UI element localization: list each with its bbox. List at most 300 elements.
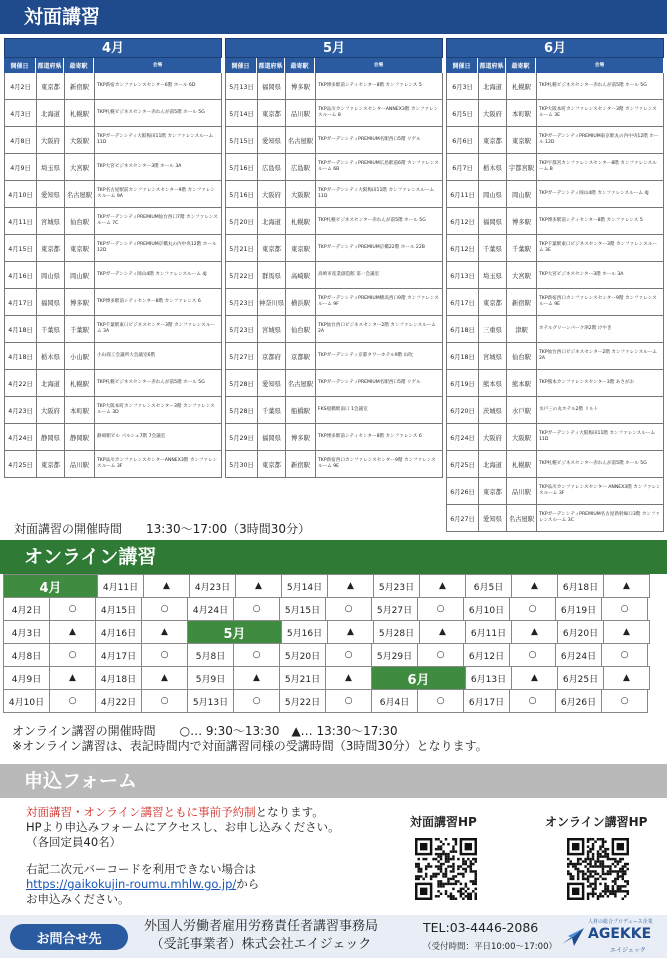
venue-cell: TKPガーデンシティPREMIUM横浜西口9階 カンファレンスルーム 9F: [316, 289, 443, 315]
table-row: [447, 100, 664, 127]
table-row: [447, 397, 664, 424]
date-cell: 6月26日: [447, 478, 479, 504]
date-cell: 4月16日: [5, 262, 37, 288]
date-cell: 6月3日: [447, 73, 479, 99]
venue-cell: TKP札幌ビジネスセンター赤れんが前5階 ホール 5G: [95, 100, 222, 126]
station-cell: 船橋駅: [286, 397, 316, 423]
date-cell: 5月15日: [226, 127, 258, 153]
station-cell: 宇都宮駅: [507, 154, 537, 180]
station-cell: 東京駅: [65, 235, 95, 261]
venue-cell: TKPガーデンシティ岡山4階 カンファレンスルーム 4J: [537, 181, 664, 207]
venue-cell: TKP仙台西口ビジネスセンター2階 カンファレンスルーム 2A: [316, 316, 443, 342]
prefecture-cell: 三重県: [479, 316, 507, 342]
online-date-cell: 6月11日: [465, 620, 512, 644]
prefecture-cell: 北海道: [479, 451, 507, 477]
date-cell: 6月12日: [447, 208, 479, 234]
station-cell: 岡山駅: [507, 181, 537, 207]
online-time-note: オンライン講習の開催時間 ○… 9:30～13:30 ▲… 13:30～17:30: [12, 724, 398, 738]
station-cell: 高崎駅: [286, 262, 316, 288]
column-header: 開催日: [446, 58, 478, 73]
venue-cell: TKP大宮ビジネスセンター3階 ホール 3A: [537, 262, 664, 288]
date-cell: 6月12日: [447, 235, 479, 261]
online-session-symbol: ▲: [49, 620, 96, 644]
logo-subtext: エイジェック: [610, 947, 646, 954]
prefecture-cell: 東京都: [479, 127, 507, 153]
date-cell: 5月16日: [226, 154, 258, 180]
table-row: [5, 397, 222, 424]
date-cell: 6月11日: [447, 181, 479, 207]
online-date-cell: 5月27日: [371, 597, 418, 621]
station-cell: 札幌駅: [65, 100, 95, 126]
table-row: [226, 73, 443, 100]
prefecture-cell: 東京都: [37, 73, 65, 99]
table-row: [226, 316, 443, 343]
online-session-symbol: ○: [141, 643, 188, 667]
online-date-cell: 4月3日: [3, 620, 50, 644]
logo-tagline: 人材の総合プロデュース企業: [588, 919, 653, 925]
table-row: [226, 289, 443, 316]
venue-cell: 小山商工会議所大会議室6階: [95, 343, 222, 369]
venue-cell: TKP札幌ビジネスセンター赤れんが前5階 ホール 5G: [316, 208, 443, 234]
date-cell: 4月15日: [5, 235, 37, 261]
online-date-cell: 4月15日: [95, 597, 142, 621]
prefecture-cell: 大阪府: [479, 100, 507, 126]
table-row: [447, 370, 664, 397]
prefecture-cell: 大阪府: [37, 397, 65, 423]
station-cell: 博多駅: [286, 424, 316, 450]
online-date-cell: 5月9日: [187, 666, 234, 690]
online-date-cell: 6月20日: [557, 620, 604, 644]
online-session-symbol: ○: [417, 597, 464, 621]
online-month-label: 5月: [187, 620, 282, 644]
prefecture-cell: 東京都: [37, 451, 65, 477]
prefecture-cell: 福岡県: [479, 208, 507, 234]
table-row: [447, 154, 664, 181]
prefecture-cell: 宮城県: [258, 316, 286, 342]
column-header: 最寄駅: [285, 58, 315, 73]
online-date-cell: 4月16日: [95, 620, 142, 644]
table-row: [5, 343, 222, 370]
online-row: [4, 621, 663, 644]
date-cell: 5月30日: [226, 451, 258, 477]
station-cell: 本町駅: [507, 100, 537, 126]
station-cell: 京都駅: [286, 343, 316, 369]
column-header: 都道府県: [36, 58, 64, 73]
online-notes: [12, 724, 488, 754]
date-cell: 4月23日: [5, 397, 37, 423]
online-date-cell: 5月8日: [187, 643, 234, 667]
online-session-symbol: ○: [49, 643, 96, 667]
prefecture-cell: 愛知県: [258, 127, 286, 153]
venue-cell: TKPガーデンシティPREMIUM京橋丸の内中央12階 ホール 12D: [95, 235, 222, 261]
venue-cell: 静岡駅ビル パルシェ7階 7会議室: [95, 424, 222, 450]
venue-cell: TKPガーデンシティPREMIUM仙台西口7階 カンファレンスルーム 7C: [95, 208, 222, 234]
date-cell: 6月17日: [447, 289, 479, 315]
prefecture-cell: 東京都: [37, 235, 65, 261]
table-row: [226, 262, 443, 289]
venue-cell: TKP大宮ビジネスセンター3階 ホール 3A: [95, 154, 222, 180]
agekke-logo: [560, 918, 664, 956]
online-date-cell: 6月13日: [465, 666, 512, 690]
prefecture-cell: 神奈川県: [258, 289, 286, 315]
prefecture-cell: 岡山県: [37, 262, 65, 288]
date-cell: 6月7日: [447, 154, 479, 180]
date-cell: 4月9日: [5, 154, 37, 180]
inperson-section-title: 対面講習: [0, 0, 667, 34]
online-date-cell: 4月2日: [3, 597, 50, 621]
venue-cell: TKP博多駅前シティセンター8階 カンファレンス 5: [537, 208, 664, 234]
phone-number[interactable]: TEL:03-4446-2086: [423, 920, 539, 935]
station-cell: 仙台駅: [286, 316, 316, 342]
date-cell: 4月24日: [5, 424, 37, 450]
venue-cell: TKPガーデンシティPREMIUM名古屋新幹線口3階 カンファレンスルーム 3C: [537, 505, 664, 531]
prefecture-cell: 愛知県: [479, 505, 507, 531]
online-schedule-grid: [4, 575, 663, 713]
table-row: [5, 289, 222, 316]
online-session-symbol: ▲: [327, 620, 374, 644]
date-cell: 4月18日: [5, 343, 37, 369]
date-cell: 6月13日: [447, 262, 479, 288]
prefecture-cell: 千葉県: [258, 397, 286, 423]
date-cell: 5月21日: [226, 235, 258, 261]
venue-cell: TKP名古屋駅前カンファレンスセンター9階 カンファレンスルーム 9A: [95, 181, 222, 207]
online-session-symbol: ○: [141, 597, 188, 621]
prefecture-cell: 大阪府: [258, 181, 286, 207]
prefecture-cell: 北海道: [479, 73, 507, 99]
column-header: 開催日: [225, 58, 257, 73]
station-cell: 大宮駅: [507, 262, 537, 288]
table-row: [447, 505, 664, 532]
prefecture-cell: 千葉県: [479, 235, 507, 261]
registration-link[interactable]: https://gaikokujin-roumu.mhlw.go.jp/: [26, 877, 237, 891]
online-date-cell: 6月17日: [463, 689, 510, 713]
date-cell: 4月8日: [5, 127, 37, 153]
reservation-required-text: 対面講習・オンライン講習ともに事前予約制: [26, 805, 256, 819]
online-session-symbol: ○: [509, 643, 556, 667]
prefecture-cell: 岡山県: [479, 181, 507, 207]
online-date-cell: 5月22日: [279, 689, 326, 713]
station-cell: 水戸駅: [507, 397, 537, 423]
online-date-cell: 5月15日: [279, 597, 326, 621]
station-cell: 熊本駅: [507, 370, 537, 396]
station-cell: 東京駅: [286, 235, 316, 261]
station-cell: 博多駅: [507, 208, 537, 234]
venue-cell: TKP千葉駅東口ビジネスセンター3階 カンファレンスルーム 3E: [537, 235, 664, 261]
prefecture-cell: 福岡県: [258, 73, 286, 99]
station-cell: 新宿駅: [65, 73, 95, 99]
prefecture-cell: 東京都: [479, 289, 507, 315]
date-cell: 5月27日: [226, 343, 258, 369]
online-date-cell: 6月19日: [555, 597, 602, 621]
table-row: [447, 127, 664, 154]
station-cell: 大宮駅: [65, 154, 95, 180]
online-session-symbol: ▲: [235, 574, 282, 598]
date-cell: 6月19日: [447, 370, 479, 396]
table-row: [5, 127, 222, 154]
table-row: [447, 289, 664, 316]
venue-cell: TKPガーデンシティ京都タワーホテル9階 山吹: [316, 343, 443, 369]
station-cell: 千葉駅: [65, 316, 95, 342]
online-session-symbol: ○: [601, 597, 648, 621]
form-access-text: HPより申込みフォームにアクセスし、お申し込みください。: [26, 820, 340, 834]
organization: [144, 918, 378, 954]
venue-cell: TKP大阪本町カンファレンスセンター3階 カンファレンスルーム 3E: [537, 100, 664, 126]
online-session-symbol: ▲: [325, 666, 372, 690]
station-cell: 品川駅: [286, 100, 316, 126]
online-session-symbol: ▲: [141, 666, 188, 690]
table-row: [226, 100, 443, 127]
prefecture-cell: 京都府: [258, 343, 286, 369]
prefecture-cell: 埼玉県: [37, 154, 65, 180]
prefecture-cell: 宮城県: [479, 343, 507, 369]
table-header: [4, 58, 222, 73]
online-session-symbol: ○: [49, 597, 96, 621]
table-row: [226, 181, 443, 208]
online-session-symbol: ○: [233, 689, 280, 713]
station-cell: 大阪駅: [65, 127, 95, 153]
online-session-symbol: ○: [325, 689, 372, 713]
date-cell: 6月6日: [447, 127, 479, 153]
table-row: [5, 262, 222, 289]
online-row: [4, 575, 663, 598]
table-row: [226, 343, 443, 370]
table-row: [226, 370, 443, 397]
contact-label: お問合せ先: [10, 924, 128, 950]
prefecture-cell: 北海道: [37, 100, 65, 126]
prefecture-cell: 埼玉県: [479, 262, 507, 288]
column-header: 最寄駅: [506, 58, 536, 73]
prefecture-cell: 北海道: [37, 370, 65, 396]
prefecture-cell: 北海道: [258, 208, 286, 234]
table-row: [447, 181, 664, 208]
online-date-cell: 4月18日: [95, 666, 142, 690]
table-row: [5, 451, 222, 478]
station-cell: 名古屋駅: [65, 181, 95, 207]
station-cell: 博多駅: [286, 73, 316, 99]
prefecture-cell: 群馬県: [258, 262, 286, 288]
station-cell: 名古屋駅: [286, 370, 316, 396]
station-cell: 大阪駅: [286, 181, 316, 207]
table-row: [447, 235, 664, 262]
month-table: [446, 38, 664, 532]
venue-cell: TKP品川カンファレンスセンター ANNEX3階 カンファレンスルーム 3F: [537, 478, 664, 504]
station-cell: 千葉駅: [507, 235, 537, 261]
table-row: [5, 73, 222, 100]
venue-cell: TKPガーデンシティ大阪梅田11階 カンファレンスルーム 11D: [316, 181, 443, 207]
online-date-cell: 6月10日: [463, 597, 510, 621]
table-row: [5, 235, 222, 262]
column-header: 会場: [315, 58, 443, 73]
date-cell: 6月20日: [447, 397, 479, 423]
online-session-symbol: ▲: [49, 666, 96, 690]
date-cell: 5月16日: [226, 181, 258, 207]
station-cell: 新宿駅: [286, 451, 316, 477]
online-date-cell: 5月14日: [281, 574, 328, 598]
prefecture-cell: 大阪府: [37, 127, 65, 153]
table-row: [447, 424, 664, 451]
table-row: [447, 478, 664, 505]
online-session-symbol: ○: [233, 597, 280, 621]
online-row: [4, 667, 663, 690]
online-row: [4, 690, 663, 713]
station-cell: 静岡駅: [65, 424, 95, 450]
date-cell: 6月5日: [447, 100, 479, 126]
prefecture-cell: 栃木県: [479, 154, 507, 180]
venue-cell: TKPガーデンシティPREMIUM名駅西口5階 リゲル: [316, 370, 443, 396]
station-cell: 名古屋駅: [507, 505, 537, 531]
table-row: [226, 127, 443, 154]
online-date-cell: 4月23日: [189, 574, 236, 598]
table-row: [447, 343, 664, 370]
station-cell: 岡山駅: [65, 262, 95, 288]
table-row: [5, 181, 222, 208]
online-date-cell: 4月11日: [97, 574, 144, 598]
station-cell: 品川駅: [65, 451, 95, 477]
online-session-symbol: ○: [325, 597, 372, 621]
date-cell: 4月2日: [5, 73, 37, 99]
qr-code-inperson[interactable]: [415, 838, 477, 900]
date-cell: 5月23日: [226, 316, 258, 342]
inperson-time-note: 対面講習の開催時間 13:30～17:00（3時間30分）: [14, 522, 311, 536]
venue-cell: TKP新宿西口カンファレンスセンター9階 カンファレンスルーム 9E: [316, 451, 443, 477]
online-date-cell: 6月25日: [557, 666, 604, 690]
prefecture-cell: 東京都: [258, 235, 286, 261]
table-header: [225, 58, 443, 73]
online-date-cell: 4月24日: [187, 597, 234, 621]
online-date-cell: 4月10日: [3, 689, 50, 713]
venue-cell: TKPガーデンシティ岡山4階 カンファレンスルーム 4J: [95, 262, 222, 288]
prefecture-cell: 広島県: [258, 154, 286, 180]
venue-cell: TKPガーデンシティPREMIUM京橋22階 ホール 22B: [316, 235, 443, 261]
date-cell: 4月18日: [5, 316, 37, 342]
station-cell: 東京駅: [507, 127, 537, 153]
online-session-symbol: ▲: [233, 666, 280, 690]
date-cell: 5月13日: [226, 73, 258, 99]
date-cell: 4月25日: [5, 451, 37, 477]
venue-cell: TKP新宿カンファレンスセンター6階 ホール 6D: [95, 73, 222, 99]
online-date-cell: 4月22日: [95, 689, 142, 713]
logo-wordmark: AGEKKE: [588, 926, 652, 942]
table-row: [447, 316, 664, 343]
bird-logo-icon: [560, 924, 586, 950]
table-row: [226, 451, 443, 478]
station-cell: 新宿駅: [507, 289, 537, 315]
online-session-symbol: ○: [509, 689, 556, 713]
prefecture-cell: 東京都: [258, 451, 286, 477]
online-date-cell: 4月17日: [95, 643, 142, 667]
date-cell: 4月22日: [5, 370, 37, 396]
venue-cell: TKP品川カンファレンスセンターANNEX3階 カンファレンスルーム 3F: [95, 451, 222, 477]
apply-text: お申込みください。: [26, 892, 130, 906]
table-header: [446, 58, 664, 73]
table-row: [447, 208, 664, 235]
venue-cell: TKP熊本カンファレンスセンター3階 あさがお: [537, 370, 664, 396]
table-row: [5, 316, 222, 343]
online-session-symbol: ▲: [511, 666, 558, 690]
station-cell: 名古屋駅: [286, 127, 316, 153]
form-instructions: [26, 805, 340, 907]
table-row: [226, 235, 443, 262]
online-date-cell: 4月8日: [3, 643, 50, 667]
online-date-cell: 5月13日: [187, 689, 234, 713]
prefecture-cell: 静岡県: [37, 424, 65, 450]
table-row: [226, 208, 443, 235]
month-title: 5月: [225, 38, 443, 58]
footer: [0, 915, 667, 958]
online-session-symbol: ○: [601, 643, 648, 667]
venue-cell: 水戸三の丸ホテル2階 リルト: [537, 397, 664, 423]
online-date-cell: 6月4日: [371, 689, 418, 713]
prefecture-cell: 愛知県: [37, 181, 65, 207]
table-row: [5, 424, 222, 451]
online-date-cell: 6月5日: [465, 574, 512, 598]
online-session-symbol: ○: [233, 643, 280, 667]
online-date-cell: 5月21日: [279, 666, 326, 690]
date-cell: 4月3日: [5, 100, 37, 126]
online-date-cell: 5月23日: [373, 574, 420, 598]
prefecture-cell: 愛知県: [258, 370, 286, 396]
table-row: [5, 370, 222, 397]
month-title: 6月: [446, 38, 664, 58]
prefecture-cell: 千葉県: [37, 316, 65, 342]
inperson-schedule: [0, 34, 667, 536]
venue-cell: TKP札幌ビジネスセンター赤れんが前5階 ホール 5G: [537, 451, 664, 477]
qr-code-online[interactable]: [567, 838, 629, 900]
online-date-cell: 6月18日: [557, 574, 604, 598]
table-row: [226, 397, 443, 424]
date-cell: 4月17日: [5, 289, 37, 315]
prefecture-cell: 宮城県: [37, 208, 65, 234]
venue-cell: 高崎市産業創造館 第一会議室: [316, 262, 443, 288]
org-name: 外国人労働者雇用労務責任者講習事務局: [144, 919, 379, 934]
prefecture-cell: 東京都: [258, 100, 286, 126]
online-session-symbol: ○: [509, 597, 556, 621]
online-session-symbol: ▲: [143, 574, 190, 598]
station-cell: 大阪駅: [507, 424, 537, 450]
link-suffix: から: [236, 877, 260, 891]
online-date-cell: 4月9日: [3, 666, 50, 690]
date-cell: 5月23日: [226, 289, 258, 315]
date-cell: 5月28日: [226, 397, 258, 423]
column-header: 都道府県: [257, 58, 285, 73]
table-row: [226, 424, 443, 451]
station-cell: 広島駅: [286, 154, 316, 180]
column-header: 会場: [536, 58, 664, 73]
venue-cell: ホテルグリーンパーク津2階 けやき: [537, 316, 664, 342]
station-cell: 小山駅: [65, 343, 95, 369]
online-session-symbol: ○: [417, 689, 464, 713]
venue-cell: TKP仙台西口ビジネスセンター2階 カンファレンスルーム 2A: [537, 343, 664, 369]
online-session-symbol: ○: [601, 689, 648, 713]
table-row: [447, 262, 664, 289]
prefecture-cell: 熊本県: [479, 370, 507, 396]
venue-cell: TKP大阪本町カンファレンスセンター3階 カンファレンスルーム 3D: [95, 397, 222, 423]
prefecture-cell: 福岡県: [258, 424, 286, 450]
online-session-symbol: ▲: [419, 574, 466, 598]
online-date-cell: 5月16日: [281, 620, 328, 644]
date-cell: 4月11日: [5, 208, 37, 234]
station-cell: 仙台駅: [507, 343, 537, 369]
station-cell: 札幌駅: [507, 73, 537, 99]
online-session-symbol: ○: [141, 689, 188, 713]
venue-cell: TKP品川カンファレンスセンターANNEX3階 カンファレンスルーム 8: [316, 100, 443, 126]
venue-cell: TKP千葉駅東口ビジネスセンター3階 カンファレンスルーム 3A: [95, 316, 222, 342]
table-row: [447, 451, 664, 478]
online-duration-note: ※オンライン講習は、表記時間内で対面講習同様の受講時間（3時間30分）となります。: [12, 739, 488, 753]
station-cell: 津駅: [507, 316, 537, 342]
online-session-symbol: ▲: [511, 620, 558, 644]
venue-cell: TKP博多駅前シティセンター8階 カンファレンス 6: [95, 289, 222, 315]
